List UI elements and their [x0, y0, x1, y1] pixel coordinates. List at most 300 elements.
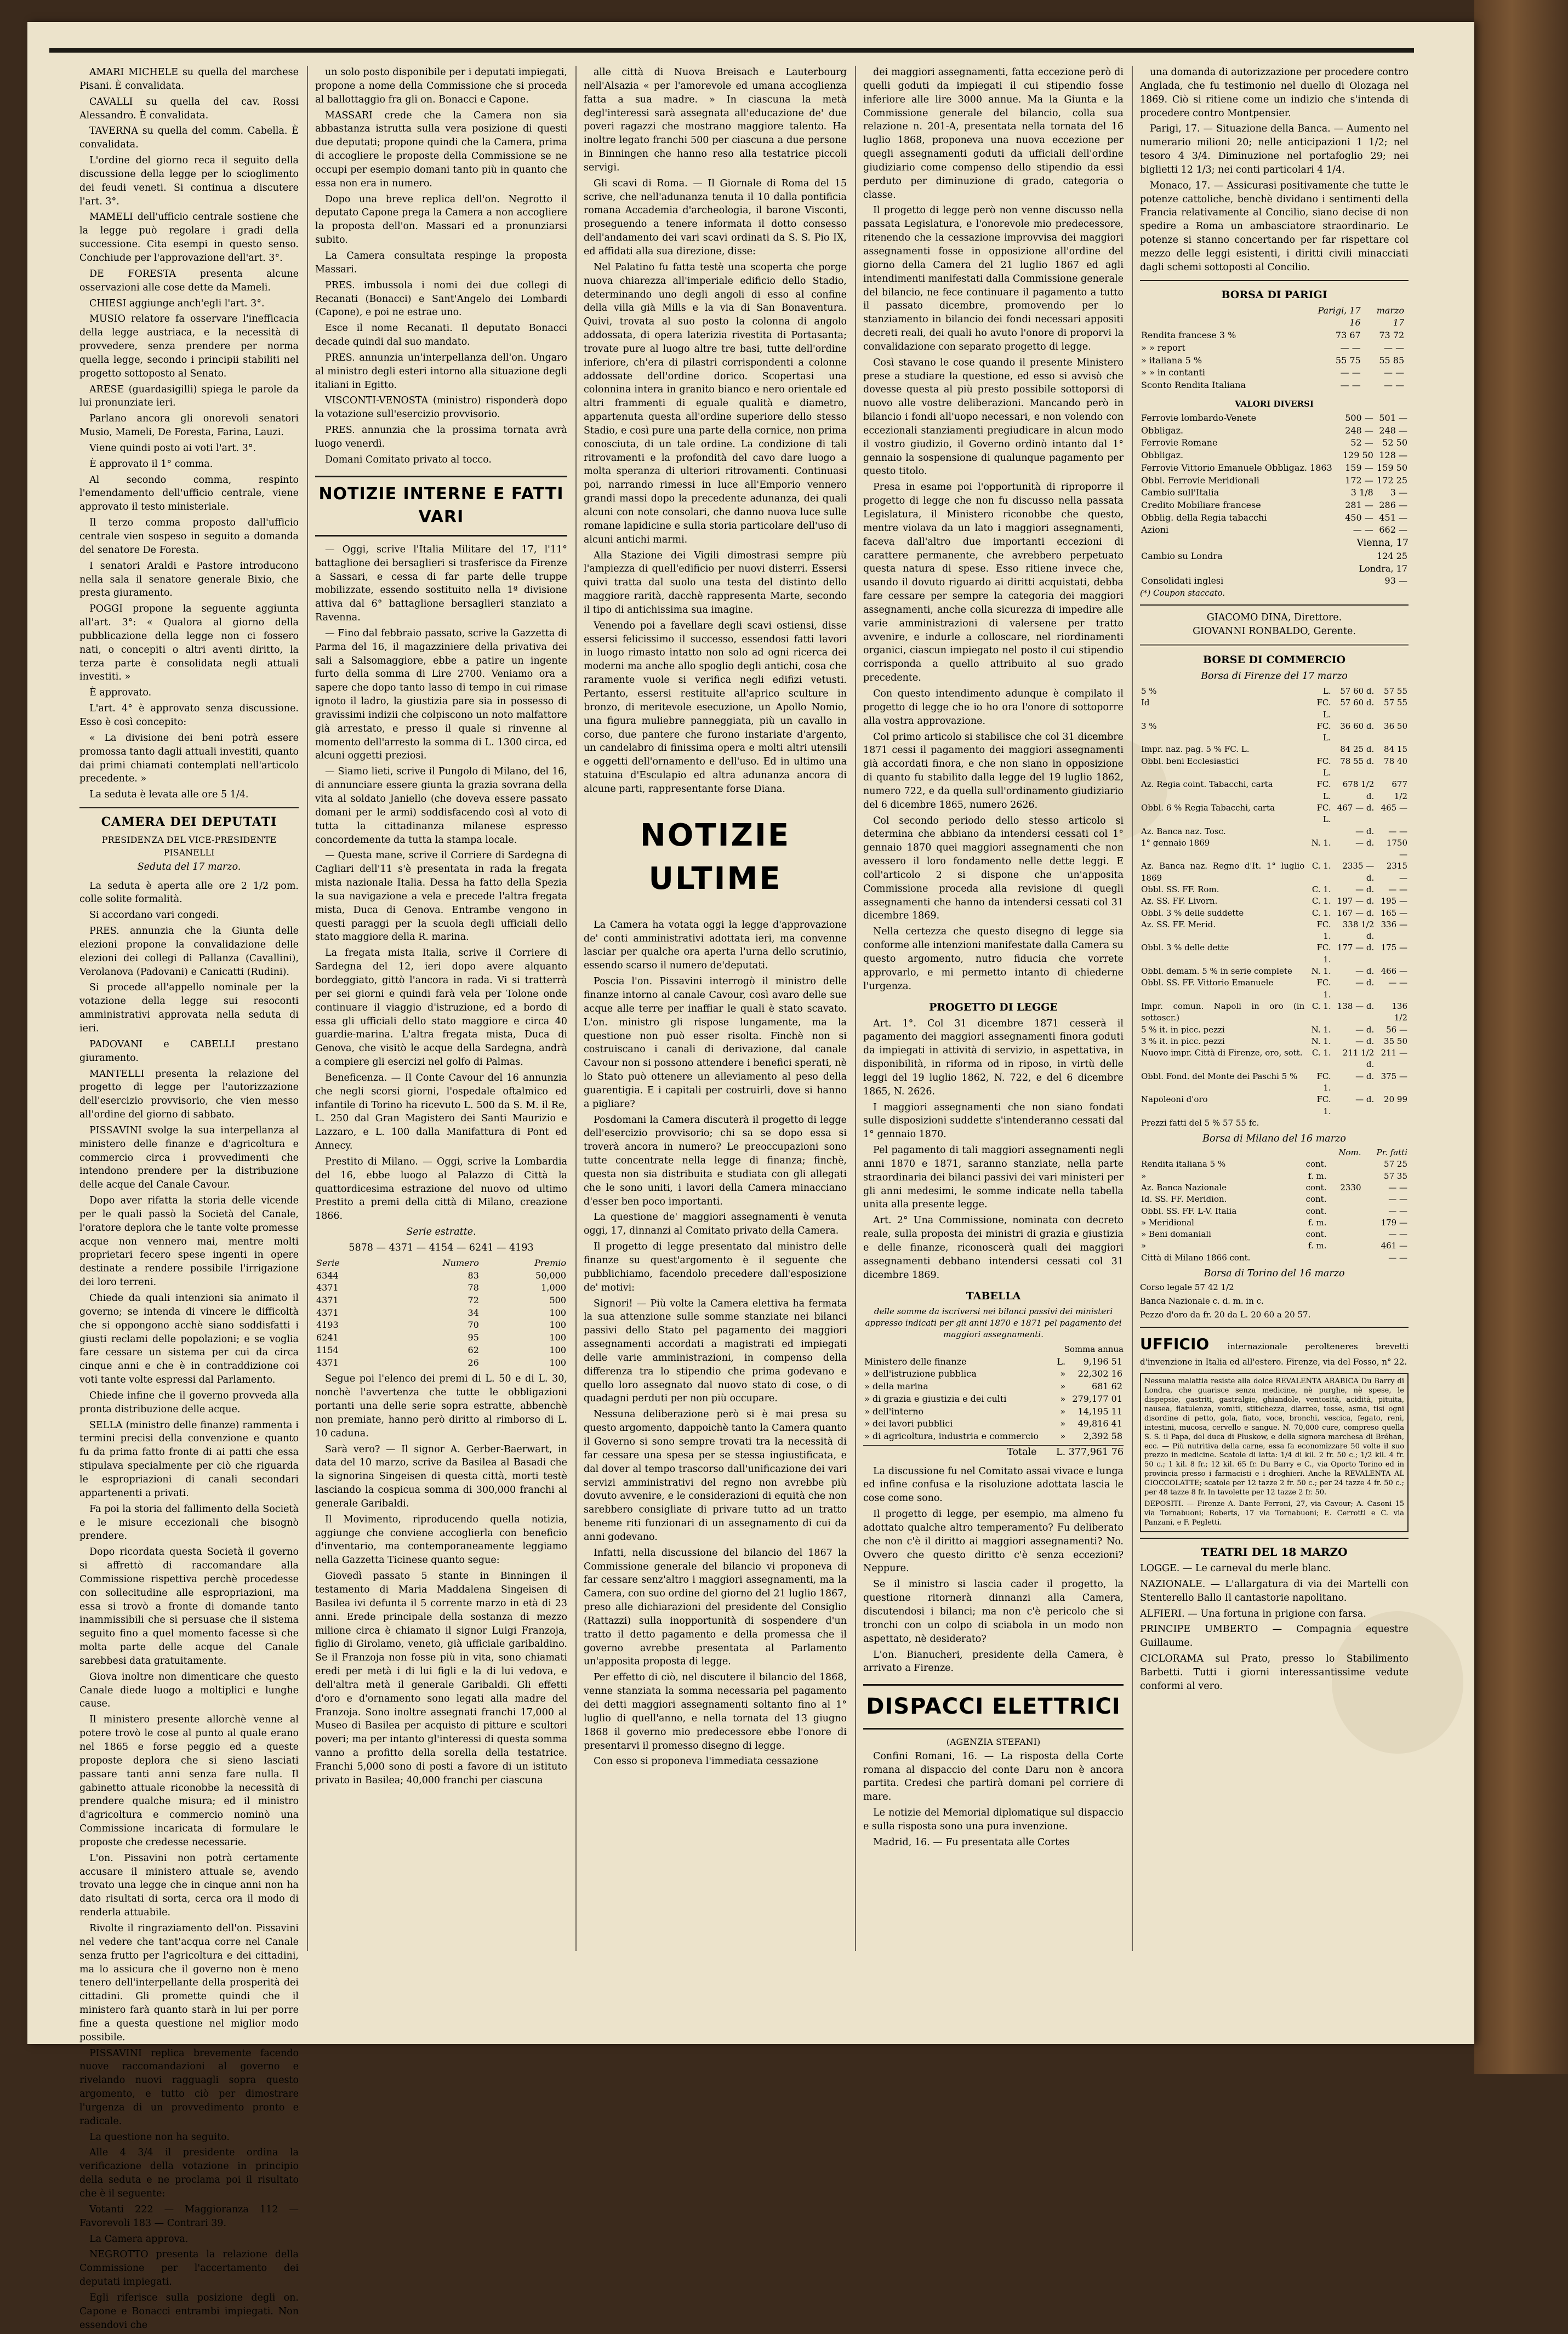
borsa-firenze-row-cell: — —: [1388, 978, 1407, 988]
borsa-firenze-row-cell: — d.: [1355, 1024, 1375, 1035]
valori-row-cell: 172 25: [1377, 475, 1407, 486]
paragraph: Il ministero presente allorchè venne al potere trovò le cose al punto al quale erano nel 1865 e forse peggio ed a queste proposte deplora che si sieno lasciati passare tanti anni senza fare nulla. Il gabinetto attuale riconobbe la necessità di prendere qualche misura; ed il ministro d'agricoltura e commercio nominò una Commissione incaricata di formulare le proposte che credesse necessarie.: [79, 1714, 299, 1848]
borsa-firenze-row-cell: Prezzi fatti del 5 % 57 55 fc.: [1141, 1117, 1259, 1128]
paragraph: alle città di Nuova Breisach e Lauterbourg nell'Alsazia « per l'amorevole ed umana accoglienza fatta a sua madre. » In ciascuna la metà degl'interessi sarà assegnata all'educazione de' due poveri ragazzi che mostrano maggiore talento. Ha inoltre legato franchi 500 per ciascuna a due persone in Binningen che hanno reso alla testatrice piccoli servigi.: [584, 67, 847, 173]
paragraph: — Siamo lieti, scrive il Pungolo di Milano, del 16, di annunciare essere giunta la grazia sovrana della vita al soldato Janiello (che doveva essere passato domani per le armi) soddisfacendo così al voto di tutta la cittadinanza milanese espresso concordemente da tutta la stampa locale.: [315, 766, 567, 846]
paragraph: un solo posto disponibile per i deputati impiegati, propone a nome della Commissione che si proceda al ballottaggio fra gli on. Bonacci e Capone.: [315, 67, 567, 105]
paragraph: PRES. imbussola i nomi dei due collegi di Recanati (Bonacci) e Sant'Angelo dei Lombardi (Capone), e poi ne estrae uno.: [315, 279, 567, 318]
borsa-milano-row-cell: cont.: [1305, 1159, 1327, 1169]
borsa-milano-row-cell: [1296, 1252, 1327, 1264]
progetto-title: PROGETTO DI LEGGE: [929, 1001, 1058, 1013]
column-rule: [307, 66, 308, 1951]
prize-row: [315, 1357, 567, 1369]
paragraph: MANTELLI presenta la relazione del progetto di legge per l'autorizzazione dell'esercizio provvisorio, che vien messo all'ordine del giorno di sabbato.: [79, 1068, 299, 1121]
borsa-firenze-row-cell: C. 1.: [1312, 896, 1331, 906]
notizie-ultime-title: NOTIZIE ULTIME: [640, 817, 791, 897]
valori-row-cell: 281 —: [1345, 499, 1373, 510]
borsa-parigi-head-cell: [1405, 305, 1409, 317]
prize-table-header: [315, 1257, 567, 1270]
valori-table: [1140, 412, 1409, 537]
londra-row-cell: Consolidati inglesi: [1141, 575, 1224, 586]
borsa-firenze-row-cell: Impr. comun. Napoli in oro (in sottoscr.): [1141, 1001, 1305, 1023]
prize-row-cell: 1154: [316, 1344, 339, 1355]
tabella-row: [863, 1430, 1124, 1443]
borsa-firenze-row-cell: N. 1.: [1311, 837, 1331, 848]
paragraph: — Fino dal febbraio passato, scrive la Gazzetta di Parma del 16, il magazziniere della privativa dei sali a Salsomaggiore, ebbe a patire un ingente furto della somma di Lire 2700. Veniamo ora a sapere che dopo tanto lasso di tempo in cui rimase ignoto il ladro, la giustizia pare sia in possesso di gravissimi indizii che colpiscono un noto malfattore già arrestato, e presso il quale si rinvenne al momento dell'arresto la somma di L. 1300 circa, ed alcuni oggetti preziosi.: [315, 627, 567, 762]
borsa-firenze-row-cell: C. 1.: [1312, 861, 1331, 871]
borsa-firenze-row: [1140, 977, 1409, 1001]
tabella-total-row: [863, 1445, 1124, 1459]
paragraph: Posdomani la Camera discuterà il progetto di legge dell'esercizio provvisorio; chi sa se dopo essa si troverà ancora in numero? Le preoccupazioni sono tutte concentrate nella legge di finanza; finchè, questa non sia distribuita e studiata con gli allegati che le sono uniti, i lavori della Camera minacciano d'esser ben poco importanti.: [584, 1114, 847, 1207]
paragraph: CHIESI aggiunge anch'egli l'art. 3°.: [89, 298, 265, 309]
valori-row-cell: Azioni: [1141, 524, 1169, 535]
borsa-firenze-row-cell: Nuovo impr. Città di Firenze, oro, sott.: [1141, 1048, 1303, 1058]
divider: [1140, 1538, 1409, 1539]
prize-row: [315, 1319, 567, 1332]
borsa-parigi-header: [1140, 305, 1409, 317]
borsa-firenze-row: [1140, 1001, 1409, 1024]
teatro-entry: ALFIERI. — Una fortuna in prigione con farsa.: [1140, 1608, 1366, 1619]
column-3: [584, 66, 847, 1771]
borsa-milano-head-cell: [1140, 1147, 1296, 1159]
teatri-title: TEATRI DEL 18 MARZO: [1201, 1545, 1348, 1559]
borsa-milano-row: [1140, 1194, 1409, 1205]
borsa-milano-row-cell: cont.: [1305, 1194, 1327, 1205]
camera-title: CAMERA DEI DEPUTATI: [101, 815, 277, 830]
valori-row-cell: Ferrovie lombardo-Venete: [1141, 412, 1257, 423]
borsa-milano-row-cell: Obbl. SS. FF. L-V. Italia: [1141, 1206, 1237, 1216]
paragraph: Chiede da quali intenzioni sia animato il governo; se intenda di vincere le difficoltà che si oppongono acchè siano soddisfatti i giusti reclami delle popolazioni; e se voglia fare cessare un sistema per cui da circa cinque anni e che è in contraddizione coi voti tante volte espressi dal Parlamento.: [79, 1293, 299, 1386]
tabella-row-cell: » dell'interno: [864, 1406, 924, 1417]
paragraph: La discussione fu nel Comitato assai vivace e lunga ed infine confusa e la risoluzione adottata lascia le cose come sono.: [863, 1465, 1124, 1504]
borsa-firenze-row-cell: Az. SS. FF. Livorn.: [1141, 896, 1218, 906]
paragraph: CAVALLI su quella del cav. Rossi Alessandro. È convalidata.: [79, 96, 299, 121]
column-rule: [575, 66, 577, 1951]
paragraph: La Camera ha votata oggi la legge d'approvazione de' conti amministrativi adottata ieri, ma convenne lasciar per qualche ora aperta l'urna dello scrutinio, essendo scarso il numero de'deputati.: [584, 919, 847, 972]
prize-row: [315, 1332, 567, 1344]
tabella-row-cell: 14,195 11: [1077, 1406, 1122, 1417]
borsa-firenze-row: [1140, 826, 1409, 837]
borsa-firenze-table: [1140, 686, 1409, 1129]
paragraph: Il Movimento, riproducendo quella notizia, aggiunge che conviene accoglierla con beneficio d'inventario, ma contemporaneamente leggiamo nella Gazzetta Ticinese quanto segue:: [315, 1514, 567, 1566]
ufficio-heading: UFFICIO: [1140, 1334, 1210, 1353]
borsa-firenze-row-cell: FC. L.: [1316, 698, 1331, 720]
prize-table-head-cell: Numero: [442, 1257, 479, 1268]
prize-row: [315, 1270, 567, 1282]
tabella-row-cell: 22,302 16: [1077, 1368, 1122, 1379]
londra-row: [1140, 575, 1409, 587]
borsa-firenze-row-cell: FC. L.: [1316, 721, 1331, 743]
paragraph: Il progetto di legge presentato dal ministro delle finanze su quest'argomento è il seguente che pubblichiamo, facendolo precedere dall'esposizione de' motivi:: [584, 1241, 847, 1293]
borsa-firenze-row-cell: L.: [1322, 686, 1331, 696]
borsa-firenze-row-cell: Obbl. 3 % delle dette: [1141, 943, 1229, 953]
borsa-firenze-row: [1140, 1071, 1409, 1094]
borsa-milano-row: [1140, 1182, 1409, 1194]
borsa-firenze-row-cell: Obbl. demam. 5 % in serie complete: [1141, 966, 1292, 977]
prize-row-cell: 4371: [316, 1357, 339, 1368]
paragraph: Rivolte il ringraziamento dell'on. Pissavini nel vedere che tant'acqua corre nel Canale senza frutto per l'agricoltura e dei cittadini, ma lo assicura che il governo non è meno tenero dell'interpellante della prosperità dei cittadini. Gli promette quindi che il ministero farà quanto starà in lui per porre fine a questa questione nel miglior modo possibile.: [79, 1922, 299, 2043]
paragraph: Parlano ancora gli onorevoli senatori Musio, Mameli, De Foresta, Farina, Lauzi.: [79, 413, 299, 438]
borsa-firenze-row-cell: — d.: [1355, 837, 1375, 848]
borsa-firenze-row-cell: 466 —: [1381, 966, 1407, 977]
borsa-firenze-row: [1140, 1047, 1409, 1071]
paragraph: TAVERNA su quella del comm. Cabella. È convalidata.: [79, 125, 299, 151]
borsa-milano-row: [1140, 1171, 1409, 1182]
paragraph: Sarà vero? — Il signor A. Gerber-Baerwart, in data del 10 marzo, scrive da Basilea al Basadi che la signorina Singeisen di questa città, morti testè lasciando la cospicua somma di 300,000 franchi al generale Garibaldi.: [315, 1443, 567, 1509]
borsa-milano-row-cell: f. m.: [1308, 1171, 1327, 1181]
borsa-firenze-row: [1140, 919, 1409, 943]
borsa-milano-row: [1140, 1159, 1409, 1170]
borsa-firenze-row-cell: Az. Banca naz. Tosc.: [1141, 826, 1226, 836]
borsa-firenze-row-cell: — d.: [1355, 978, 1375, 988]
borsa-milano-row-cell: [1327, 1240, 1362, 1252]
borsa-firenze-row-cell: 678 1/2 d.: [1342, 779, 1375, 801]
londra-row-cell: 93 —: [1384, 575, 1407, 586]
paragraph: Si accordano vari congedi.: [89, 910, 219, 921]
borsa-parigi-head-cell: 16: [1349, 317, 1361, 328]
paragraph: AMARI MICHELE su quella del marchese Pisani. È convalidata.: [79, 67, 299, 92]
borsa-milano-row-cell: — —: [1388, 1206, 1407, 1216]
paragraph: Infatti, nella discussione del bilancio del 1867 la Commissione generale del bilancio vi proponeva di far cessare senz'altro i maggiori assegnamenti, ma la Camera, con suo ordine del giorno del 21 luglio 1867, preso alle dichiarazioni del presidente del Consiglio (Rattazzi) sulla inopportunità di sospendere d'un tratto il detto pagamento e della promessa che il governo avrebbe presentata al Parlamento un'apposita proposta di legge.: [584, 1547, 847, 1668]
tabella-row-cell: » di agricoltura, industria e commercio: [864, 1431, 1039, 1441]
prize-table-head-cell: Premio: [534, 1257, 566, 1268]
borsa-parigi-row-cell: — —: [1340, 342, 1361, 353]
prize-row-cell: 83: [467, 1270, 479, 1281]
borsa-milano-table: [1140, 1147, 1409, 1264]
borsa-firenze-row-cell: 84 25 d.: [1340, 744, 1375, 755]
borsa-firenze-row-cell: 197 — d.: [1337, 896, 1375, 906]
borsa-parigi-table: [1140, 305, 1409, 392]
borsa-firenze-row-cell: [1375, 1117, 1409, 1129]
borsa-firenze-row-cell: Impr. naz. pag. 5 % FC. L.: [1141, 744, 1250, 755]
paragraph: VISCONTI-VENOSTA (ministro) risponderà dopo la votazione sull'esercizio provvisorio.: [315, 395, 567, 420]
prize-row-cell: 70: [467, 1320, 479, 1331]
paragraph: Viene quindi posto ai voti l'art. 3°.: [89, 442, 256, 454]
borsa-firenze-row: [1140, 908, 1409, 919]
borsa-milano-row-cell: 461 —: [1381, 1241, 1407, 1251]
valori-row-cell: 286 —: [1379, 499, 1407, 510]
borsa-firenze-row-cell: C. 1.: [1312, 1001, 1331, 1011]
paragraph: La Camera approva.: [89, 2233, 189, 2245]
teatro-entry: CICLORAMA sul Prato, presso lo Stabilimento Barbetti. Tutti i giorni interessantissime vedute conformi al vero.: [1140, 1653, 1409, 1692]
valori-row-cell: Obblig. della Regia tabacchi: [1141, 512, 1267, 523]
camera-continued: [315, 66, 567, 467]
prize-row-cell: 50,000: [535, 1270, 566, 1281]
prize-row-cell: 500: [549, 1295, 566, 1305]
borsa-parigi-row-cell: — —: [1340, 367, 1361, 378]
prize-row: [315, 1344, 567, 1357]
borsa-parigi-head-cell: 17: [1393, 317, 1405, 328]
tabella-row-cell: » di grazia e giustizia e dei culti: [864, 1393, 1007, 1404]
londra-row-cell: 124 25: [1377, 550, 1407, 561]
borsa-parigi-row-cell: » » report: [1141, 342, 1185, 353]
borsa-milano-head-cell: Nom.: [1338, 1148, 1361, 1158]
borsa-milano-head-cell: [1296, 1147, 1327, 1159]
valori-row-cell: 248 —: [1345, 425, 1373, 436]
prize-row: [315, 1307, 567, 1320]
valori-row-cell: Cambio sull'Italia: [1141, 487, 1219, 498]
borsa-parigi-row-cell: — —: [1384, 379, 1405, 390]
paragraph: Giova inoltre non dimenticare che questo Canale diede luogo a moltiplici e lunghe cause.: [79, 1671, 299, 1710]
paragraph: Nella certezza che questo disegno di legge sia conforme alle intenzioni manifestate dalla Camera su questo argomento, nutro fiducia che vorrete approvarlo, e mi permetto intanto di chiederne l'urgenza.: [863, 926, 1124, 992]
paragraph: — Questa mane, scrive il Corriere di Sardegna di Cagliari dell'11 s'è presentata in rada la fregata mista nazionale Italia. Dessa ha fatto della Spezia la sua navigazione a vela e precede l'altra fregata mista, Duca di Genova. Entrambe vengono in questi paraggi per la scuola degli ufficiali dello stato maggiore della R. marina.: [315, 850, 567, 943]
prize-row-cell: 100: [549, 1344, 566, 1355]
paragraph: Pel pagamento di tali maggiori assegnamenti negli anni 1870 e 1871, saranno stanziate, nella parte straordinaria dei bilanci passivi dei vari ministeri per gli anni medesimi, le somme indicate nella tabella unita alla presente legge.: [863, 1145, 1124, 1211]
valori-row-cell: Ferrovie Romane: [1141, 437, 1218, 448]
paragraph: PRES. annunzia che la prossima tornata avrà luogo venerdì.: [315, 425, 567, 449]
column-rule: [1132, 66, 1133, 1951]
borsa-firenze-row: [1140, 686, 1409, 697]
paragraph: Al secondo comma, respinto l'emendamento dell'ufficio centrale, viene approvato il testo ministeriale.: [79, 474, 299, 513]
borsa-firenze-row-cell: FC. 1.: [1316, 1094, 1331, 1116]
borsa-firenze-row-cell: Obbl. SS. FF. Rom.: [1141, 884, 1219, 894]
borsa-firenze-row-cell: 57 55: [1384, 686, 1407, 696]
tabella-row-cell: »: [1060, 1431, 1066, 1441]
paragraph: NEGROTTO presenta la relazione della Commissione per l'accertamento dei deputati impiegati.: [79, 2249, 299, 2288]
paragraph: La seduta è levata alle ore 5 1/4.: [89, 789, 249, 801]
borsa-torino: [1140, 1282, 1409, 1321]
borsa-firenze-row-cell: Obbl. 3 % delle suddette: [1141, 908, 1244, 918]
borsa-milano-row-cell: — —: [1388, 1182, 1407, 1192]
valori-row-cell: 248 —: [1379, 425, 1407, 436]
borsa-firenze-row: [1140, 837, 1409, 861]
valori-row-cell: 52 —: [1350, 437, 1373, 448]
paragraph: MAMELI dell'ufficio centrale sostiene che la legge può regolare i gradi della successione. Cita esempi in questo senso. Conchiude per l'approvazione dell'art. 3°.: [79, 212, 299, 264]
borsa-firenze-row-cell: 138 — d.: [1337, 1001, 1375, 1011]
borsa-milano-row-cell: Az. Banca Nazionale: [1141, 1182, 1227, 1192]
borsa-parigi-title: BORSA DI PARIGI: [1221, 288, 1327, 301]
paragraph: Art. 2° Una Commissione, nominata con decreto reale, sulla proposta dei ministri di grazia e giustizia e delle finanze, riconoscerà quali dei maggiori assegnamenti debbano intendersi cessati col 31 dicembre 1869.: [863, 1215, 1124, 1281]
borsa-milano-row-cell: »: [1141, 1171, 1147, 1181]
borsa-firenze-row: [1140, 744, 1409, 755]
borsa-firenze-row-cell: [1305, 826, 1332, 837]
borsa-firenze-row-cell: N. 1.: [1311, 1024, 1331, 1035]
tabella-total-label: Totale: [1007, 1446, 1037, 1458]
paragraph: Con questo intendimento adunque è compilato il progetto di legge che io ho ora l'onore di sottoporre alla vostra approvazione.: [863, 688, 1124, 727]
prize-row-cell: 100: [549, 1357, 566, 1368]
prize-row-cell: 26: [467, 1357, 479, 1368]
tabella-row-cell: » dei lavori pubblici: [864, 1418, 953, 1429]
paragraph: DE FORESTA presenta alcune osservazioni alle cose dette da Mameli.: [79, 268, 299, 293]
teatro-entry: PRINCIPE UMBERTO — Compagnia equestre Guillaume.: [1140, 1624, 1409, 1649]
borsa-parigi-head-cell: [1140, 305, 1296, 317]
valori-row-cell: 662 —: [1379, 524, 1407, 535]
borsa-firenze-row: [1140, 1024, 1409, 1036]
borsa-milano-row-cell: 179 —: [1381, 1217, 1407, 1228]
borsa-milano-row-cell: 2330: [1340, 1182, 1361, 1192]
borsa-firenze-row-cell: Obbl. SS. FF. Vittorio Emanuele: [1141, 978, 1274, 988]
paragraph: La Camera consultata respinge la proposta Massari.: [315, 250, 567, 275]
paragraph: Esce il nome Recanati. Il deputato Bonacci decade quindi dal suo mandato.: [315, 323, 567, 348]
valori-row-cell: Obbligaz.: [1141, 425, 1184, 436]
valori-row: [1140, 487, 1409, 499]
valori-row-cell: Obbl. Ferrovie Meridionali: [1141, 475, 1259, 486]
paragraph: L'art. 4° è approvato senza discussione. Esso è così concepito:: [79, 703, 299, 728]
valori-row-cell: 500 —: [1345, 412, 1373, 423]
borsa-firenze-row: [1140, 697, 1409, 721]
paragraph: Votanti 222 — Maggioranza 112 — Favorevoli 183 — Contrari 39.: [79, 2204, 299, 2229]
ufficio-text: internazionale perolteneres brevetti d'invenzione in Italia ed all'estero. Firenze, via del Fosso, n° 22.: [1140, 1341, 1409, 1367]
borsa-firenze-row-cell: Az. SS. FF. Merid.: [1141, 919, 1216, 929]
prize-row: [315, 1282, 567, 1294]
prize-row-cell: 4371: [316, 1295, 339, 1305]
paragraph: SELLA (ministro delle finanze) rammenta i termini precisi della convenzione e quanto fu da prima fatto fronte di ai patti che essa stipulava specialmente per ciò che riguarda le espropriazioni di canali secondari appartenenti a privati.: [79, 1419, 299, 1499]
paragraph: Se il ministro si lascia cader il progetto, la questione ritornerà dinnanzi alla Camera, discutendosi i bilanci; ma non c'è pericolo che si tronchi con un colpo di sciabola in un modo non aspettato, nè desiderato?: [863, 1579, 1124, 1645]
borsa-parigi-row: [1140, 342, 1409, 355]
tabella-row-cell: »: [1060, 1418, 1066, 1429]
valori-row-cell: 129 50: [1342, 450, 1373, 461]
paragraph: MASSARI crede che la Camera non sia abbastanza istrutta sulla vera posizione di questi due deputati; propone quindi che la Camera, prima di accogliere le proposte della Commissione se ne occupi per esempio domani tanto più in quanto che essa non era in numero.: [315, 110, 567, 189]
tabella-row-cell: »: [1060, 1381, 1066, 1392]
divider: [1140, 280, 1409, 281]
borsa-firenze-row-cell: 1750 —: [1386, 837, 1407, 860]
valori-row: [1140, 462, 1409, 475]
borsa-firenze-row: [1140, 1117, 1409, 1129]
borsa-firenze-row-cell: C. 1.: [1312, 908, 1331, 918]
valori-row-cell: 451 —: [1379, 512, 1407, 523]
borsa-firenze-row: [1140, 942, 1409, 966]
borsa-firenze-row: [1140, 802, 1409, 826]
borsa-firenze-row: [1140, 884, 1409, 895]
tabella-row-cell: Ministero delle finanze: [864, 1356, 967, 1367]
prize-row-cell: 100: [549, 1307, 566, 1318]
paragraph: PRES. annunzia che la Giunta delle elezioni propone la convalidazione delle elezioni dei collegi di Pallanza (Cavallini), Verolanova (Padovani) e Canicatti (Rudini).: [79, 926, 299, 978]
valori-row: [1140, 499, 1409, 512]
tabella-row-cell: L.: [1057, 1356, 1066, 1367]
paragraph: Nel Palatino fu fatta testè una scoperta che porge nuova chiarezza all'imperiale edificio dello Stadio, determinando uno degli angoli di esso al confine della villa già Mills e la via di San Bonaventura. Quivi, trovata al suo posto la colonna di angolo addossata, di opera laterizia rivestita di Portasanta; trovate pure al luogo altre tre basi, tutte dell'ordine inferiore, ch'era di pilastri corrispondenti a colonne addossate dell'ordine dorico. Scopertasi una colonnina intera in granito bianco e nero orientale ed altri frammenti di eguale qualità e diametro, appartenuta questa all'ordine superiore dello stesso Stadio, e così pure una parte della cornice, non prima conosciuta, di un tale ordine. La condizione di tali ritrovamenti e la profondità del cavo dare luogo a molta speranza di ulteriori ritrovamenti. Continuasi poi, narrando rimessi in luce all'Emporio vennero grandi massi dopo la precedente adunanza, dei quali alcuni con note consolari, che danno nuova luce sulle romane lapidicine e sulla storia particolare dell'uso di alcuni antichi marmi.: [584, 261, 847, 545]
borsa-firenze-row-cell: C. 1.: [1312, 1048, 1331, 1058]
paragraph: una domanda di autorizzazione per procedere contro Anglada, che fu testimonio nel duello di Olozaga nel 1869. Ciò si ritiene come un indizio che s'intenda di procedere contro Montpensier.: [1140, 67, 1409, 119]
valori-row-cell: Obbligaz.: [1141, 450, 1184, 461]
paragraph: Egli riferisce sulla posizione degli on. Capone e Bonacci entrambi impiegati. Non essendovi che: [79, 2292, 299, 2331]
borsa-firenze-row-cell: Obbl. beni Ecclesiastici: [1141, 756, 1239, 766]
paragraph: Segue poi l'elenco dei premi di L. 50 e di L. 30, nonchè l'avvertenza che tutte le obbligazioni portanti una delle serie sopra estratte, abbenchè non premiate, hanno però diritto al rimborso di L. 10 caduna.: [315, 1373, 567, 1439]
borsa-firenze-row: [1140, 860, 1409, 884]
paragraph: Le notizie del Memorial diplomatique sul dispaccio e sulla risposta sono una pura invenzione.: [863, 1807, 1124, 1832]
borsa-firenze-row-cell: — —: [1388, 884, 1407, 894]
borsa-firenze-row-cell: Obbl. 6 % Regia Tabacchi, carta: [1141, 802, 1275, 813]
direttore: GIACOMO DINA, Direttore.: [1206, 612, 1342, 624]
gerente: GIOVANNI RONBALDO, Gerente.: [1193, 626, 1356, 637]
paragraph: Col secondo periodo dello stesso articolo si determina che abbiano da intendersi cessati col 1° gennaio 1870 quei maggiori assegnamenti che non avessero il loro fondamento nelle dette leggi. E coll'articolo 2 si dispone che un'apposita Commissione proceda alla revisione di quegli assegnamenti che hanno da intendersi cessati col 31 dicembre 1869.: [863, 815, 1124, 922]
borsa-firenze-row-cell: [1332, 1117, 1376, 1129]
valori-row-cell: 159 —: [1345, 462, 1373, 473]
borsa-firenze-row-cell: N. 1.: [1311, 966, 1331, 977]
borsa-milano-row-cell: 57 35: [1384, 1171, 1407, 1181]
borsa-firenze-row-cell: — —: [1388, 826, 1407, 836]
tabella-row-cell: 9,196 51: [1083, 1356, 1122, 1367]
motivi-report: [863, 66, 1124, 994]
borsa-milano-row: [1140, 1252, 1409, 1264]
paragraph: PISSAVINI replica brevemente facendo nuove raccomandazioni al governo e rivelando nuovi ragguagli sopra questo argomento, e tutto ciò per dimostrare l'urgenza di un provvedimento pronto e radicale.: [79, 2047, 299, 2127]
borsa-firenze-row-cell: — d.: [1355, 826, 1375, 836]
borsa-firenze-row-cell: 211 —: [1381, 1048, 1407, 1058]
dispacci: [863, 1750, 1124, 1850]
prize-row-cell: 6344: [316, 1270, 339, 1281]
camera-report: [79, 880, 299, 2332]
borsa-firenze-row-cell: 336 —: [1381, 919, 1407, 929]
borsa-firenze-row-cell: Id: [1141, 698, 1150, 708]
paragraph: La questione de' maggiori assegnamenti è venuta oggi, 17, dinnanzi al Comitato privato della Camera.: [584, 1212, 847, 1237]
borsa-milano-title: Borsa di Milano del 16 marzo: [1202, 1133, 1346, 1145]
borsa-milano-row-cell: [1327, 1252, 1362, 1264]
serie-line: 5878 — 4371 — 4154 — 6241 — 4193: [349, 1242, 534, 1253]
borsa-milano-row-cell: cont.: [1305, 1229, 1327, 1240]
teatri-list: [1140, 1562, 1409, 1693]
londra-row: [1140, 550, 1409, 563]
borsa-firenze-row-cell: [1305, 744, 1332, 755]
borsa-parigi-header: [1140, 317, 1409, 329]
valori-row-cell: 501 —: [1379, 412, 1407, 423]
borsa-firenze-row-cell: 36 50: [1384, 721, 1407, 731]
prize-row-cell: 34: [467, 1307, 479, 1318]
tabella-total-value: L. 377,961 76: [1056, 1446, 1124, 1458]
paragraph: Madrid, 16. — Fu presentata alle Cortes: [873, 1836, 1070, 1848]
borsa-firenze-row-cell: — d.: [1355, 1036, 1375, 1046]
prize-row-cell: 100: [549, 1320, 566, 1331]
borsa-torino-title: Borsa di Torino del 16 marzo: [1204, 1268, 1345, 1280]
valori-title: VALORI DIVERSI: [1235, 398, 1314, 409]
tabella-row-cell: »: [1060, 1393, 1066, 1404]
comitato-report: [863, 1465, 1124, 1676]
borsa-firenze-row-cell: 3 %: [1141, 721, 1157, 731]
borsa-firenze-row-cell: 78 55 d.: [1340, 756, 1375, 766]
top-rule: [49, 48, 1414, 53]
borsa-parigi-row: [1140, 355, 1409, 367]
valori-row-cell: 128 —: [1379, 450, 1407, 461]
notizie-continued: [315, 1372, 567, 1787]
borsa-parigi-row-cell: — —: [1384, 367, 1405, 378]
borsa-firenze-row-cell: 56 —: [1386, 1024, 1407, 1035]
valori-row: [1140, 437, 1409, 449]
valori-row: [1140, 449, 1409, 462]
borsa-firenze-row-cell: 211 1/2 d.: [1342, 1048, 1375, 1070]
paragraph: L'ordine del giorno reca il seguito della discussione della legge per lo scioglimento dei feudi veneti. Si continua a discutere l'art. 3°.: [79, 155, 299, 207]
borsa-firenze-row-cell: 57 60 d.: [1340, 698, 1375, 708]
borsa-parigi-row-cell: 73 67: [1335, 330, 1361, 341]
paragraph: Col primo articolo si stabilisce che col 31 dicembre 1871 cessi il pagamento dei maggiori assegnamenti già accordati finora, e che non siano in opposizione di quanto fu stabilito dalla legge del 19 luglio 1862, numero 722, e da quella sull'ordinamento giudiziario del 6 dicembre 1865, numero 2626.: [863, 731, 1124, 811]
valori-row: [1140, 524, 1409, 537]
paragraph: Dopo aver rifatta la storia delle vicende per le quali passò la Società del Canale, l'oratore deplora che le tante volte promesse acque non vennero mai, mentre molti proprietari fecero spese ingenti in opere destinate a rendere possibile l'irrigazione dei loro terreni.: [79, 1195, 299, 1288]
teatro-entry: LOGGE. — Le carneval du merle blanc.: [1140, 1563, 1331, 1574]
borsa-firenze-row-cell: FC. L.: [1316, 802, 1331, 825]
valori-row-cell: Ferrovie Vittorio Emanuele Obbligaz. 1863: [1141, 462, 1332, 473]
divider: [1140, 604, 1409, 606]
paragraph: « La divisione dei beni potrà essere promossa tanto dagli attuali investiti, quanto dai primi chiamati contemplati nell'articolo precedente. »: [79, 732, 299, 785]
tabella-row-cell: 279,177 01: [1072, 1393, 1122, 1404]
valori-row-cell: 3 1/8: [1350, 487, 1373, 498]
borsa-firenze-row-cell: C. 1.: [1312, 884, 1331, 894]
paragraph: Nessuna deliberazione però si è mai presa su questo argomento, dappoichè tanto la Camera quanto il Governo si sono sempre trovati tra la necessità di far cessare una spesa per se stessa ingiustificata, e dal dover al tempo trascorso dall'unificazione dei vari servizi amministrativi del regno non avrebbe più dovuto avvenire, e le considerazioni di equità che non sarebbero consigliate di privare tutto ad un tratto beneme riti funzionari di un assegnamento di cui da anni godevano.: [584, 1409, 847, 1543]
paragraph: PADOVANI e CABELLI prestano giuramento.: [79, 1038, 299, 1064]
borsa-firenze-row: [1140, 721, 1409, 744]
borsa-firenze-row-cell: 20 99: [1384, 1094, 1407, 1105]
prize-row-cell: 62: [467, 1344, 479, 1355]
paragraph: I senatori Araldi e Pastore introducono nella sala il senatore generale Bixio, che presta giuramento.: [79, 560, 299, 599]
borsa-firenze-row: [1140, 1094, 1409, 1117]
londra-table: [1140, 550, 1409, 587]
borsa-firenze-row-cell: FC. L.: [1316, 756, 1331, 778]
borsa-parigi-row: [1140, 379, 1409, 392]
paragraph: Parigi, 17. — Situazione della Banca. — Aumento nel numerario milioni 20; nelle anticipazioni 1 1/2; nel tesoro 4 3/4. Diminuzione nel portafoglio 29; nei biglietti 12 1/3; nei conti particolari 4 1/4.: [1140, 123, 1409, 175]
borsa-parigi-row: [1140, 367, 1409, 379]
paragraph: PISSAVINI svolge la sua interpellanza al ministero delle finanze e d'agricoltura e commercio circa i provvedimenti che intendono prendere per la distribuzione delle acque del Canale Cavour.: [79, 1125, 299, 1191]
notizie-interne-title: NOTIZIE INTERNE E FATTI VARI: [315, 476, 567, 537]
borsa-milano-row: [1140, 1240, 1409, 1252]
borsa-firenze-row-cell: 136 1/2: [1392, 1001, 1407, 1023]
paragraph: Giovedì passato 5 stante in Binningen il testamento di Maria Maddalena Singeisen di Basilea ivi defunta il 5 corrente marzo in età di 23 anni. Erede principale della sostanza di mezzo milione circa è chiamato il signor Luigi Franzoja, figlio di Girolamo, veneto, già ufficiale garibaldino. Se il Franzoja non fosse più in vita, sono chiamati eredi per metà i di lui figli e la di lui vedova, e dell'altra metà il generale Garibaldi. Gli effetti d'oro e d'ornamento sono legati alla madre del Franzoja. Sono inoltre assegnati franchi 17,000 al Museo di Basilea per acquisto di pitture e scultori poveri; ma per intanto gl'interessi di questa somma vanno a profitto della sorella della testatrice. Franchi 5,000 sono di posti a favore di un istituto privato in Basilea; 40,000 franchi per ciascuna: [315, 1571, 567, 1786]
borsa-parigi-row-cell: » italiana 5 %: [1141, 355, 1202, 366]
